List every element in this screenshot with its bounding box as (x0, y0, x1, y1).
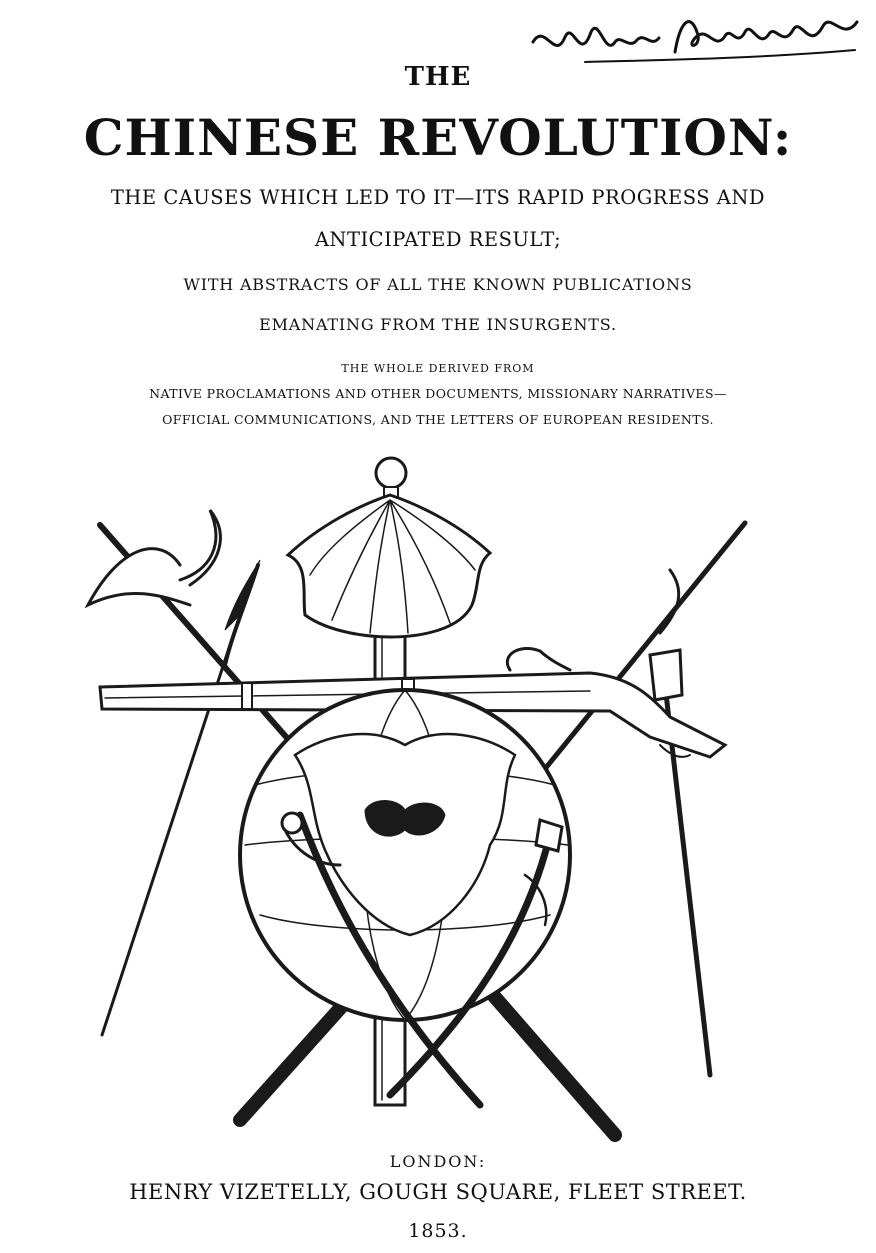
abstracts-line-1: WITH ABSTRACTS OF ALL THE KNOWN PUBLICATIONS (183, 275, 693, 294)
main-title: CHINESE REVOLUTION: (83, 108, 793, 167)
subtitle-line-2: ANTICIPATED RESULT; (314, 228, 562, 251)
sources-line-2: OFFICIAL COMMUNICATIONS, AND THE LETTERS OF EUROPEAN RESIDENTS. (162, 412, 714, 427)
sources-line-1: NATIVE PROCLAMATIONS AND OTHER DOCUMENTS, MISSIONARY NARRATIVES— (149, 386, 727, 401)
derived-from-line: THE WHOLE DERIVED FROM (341, 362, 535, 375)
title-the: THE (404, 62, 472, 92)
emblem-weapons-globe-icon (70, 455, 770, 1145)
imprint-year: 1853. (408, 1220, 468, 1242)
subtitle-line-1: THE CAUSES WHICH LED TO IT—ITS RAPID PROGRESS AND (110, 186, 766, 209)
imprint-city: LONDON: (389, 1152, 487, 1171)
imprint-publisher: HENRY VIZETELLY, GOUGH SQUARE, FLEET STREET. (129, 1180, 747, 1204)
abstracts-line-2: EMANATING FROM THE INSURGENTS. (259, 315, 617, 334)
